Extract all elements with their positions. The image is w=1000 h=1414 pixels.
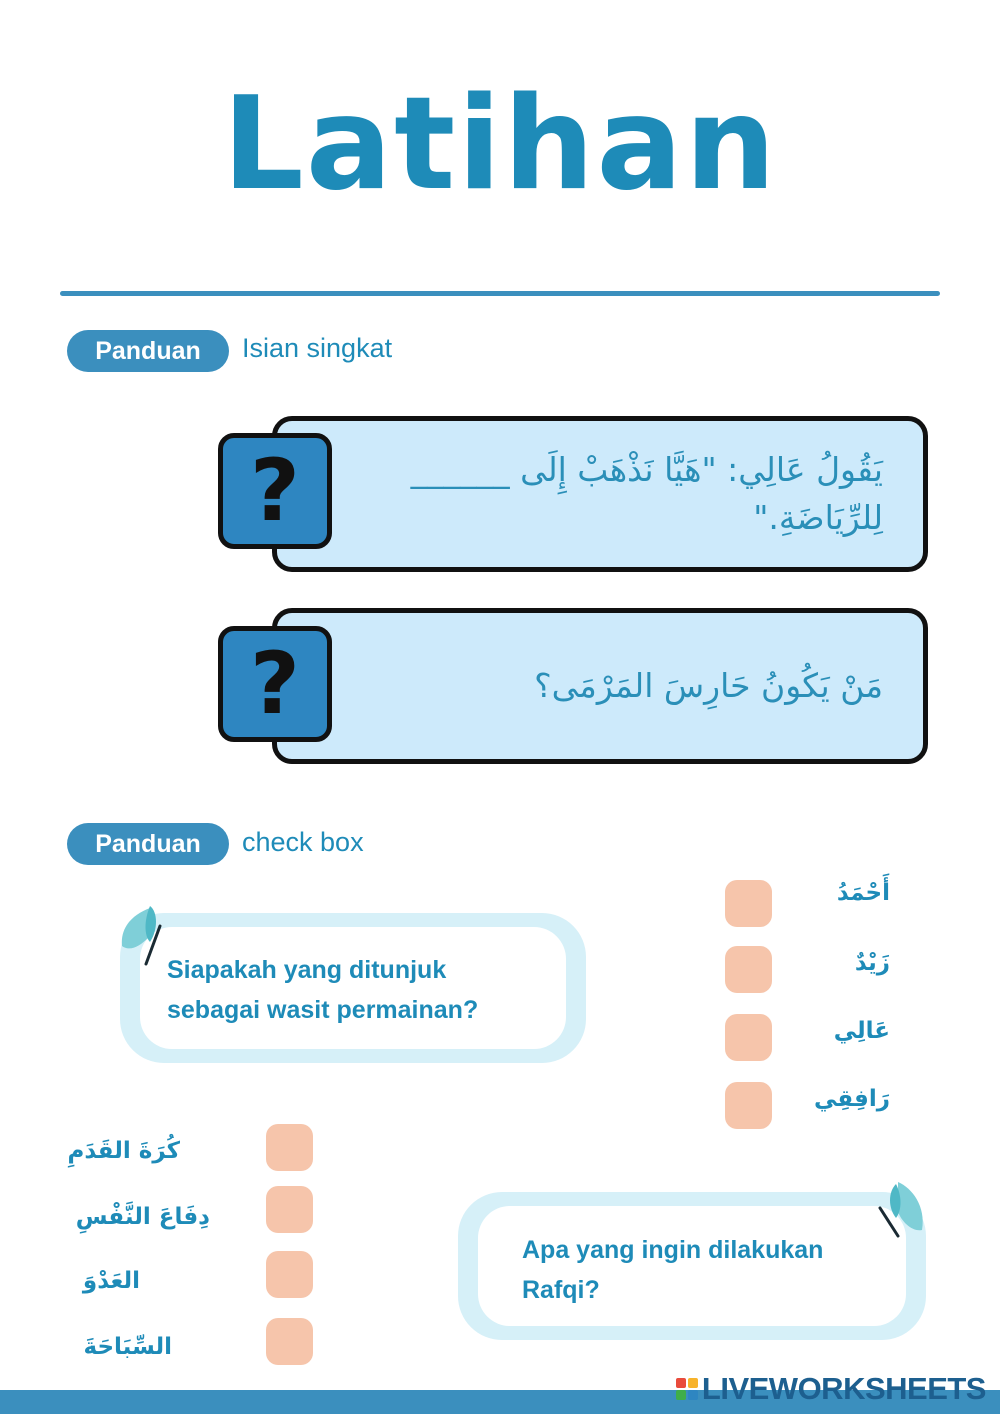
brand-name: LIVEWORKSHEETS xyxy=(701,1371,986,1406)
checkbox-question-1-line1: Siapakah yang ditunjuk xyxy=(167,956,447,984)
section2-label: Panduan xyxy=(67,823,229,865)
question-card-2[interactable] xyxy=(272,608,928,764)
section2-instruction: check box xyxy=(242,827,364,857)
liveworksheets-logo-icon xyxy=(676,1378,698,1400)
q2-option-2-label: دِفَاعَ النَّفْسِ xyxy=(75,1204,210,1230)
question-mark-icon xyxy=(218,433,332,549)
butterfly-icon xyxy=(872,1174,930,1246)
checkbox-q2-option-2[interactable] xyxy=(266,1186,313,1233)
checkbox-q2-option-4[interactable] xyxy=(266,1318,313,1365)
q1-option-1-label: أَحْمَدُ xyxy=(836,880,890,906)
checkbox-q1-option-2[interactable] xyxy=(725,946,772,993)
question-card-1[interactable] xyxy=(272,416,928,572)
checkbox-q2-option-3[interactable] xyxy=(266,1251,313,1298)
section1-instruction: Isian singkat xyxy=(242,333,393,363)
title-divider xyxy=(60,291,940,296)
question-2-text: مَنْ يَكُونُ حَارِسَ المَرْمَى؟ xyxy=(534,666,883,705)
question-bubble-1 xyxy=(120,913,586,1063)
brand-logo[interactable] xyxy=(676,1371,986,1407)
q2-option-3-label: العَدْوَ xyxy=(82,1268,140,1294)
checkbox-q2-option-1[interactable] xyxy=(266,1124,313,1171)
q1-option-4-label: رَافِقِي xyxy=(813,1086,890,1112)
question-2-mark: ? xyxy=(250,634,300,734)
page-title: Latihan xyxy=(222,70,778,219)
checkbox-question-2-line2: Rafqi? xyxy=(522,1276,600,1304)
checkbox-question-1-line2: sebagai wasit permainan? xyxy=(167,996,479,1024)
checkbox-question-2-line1: Apa yang ingin dilakukan xyxy=(522,1236,824,1264)
checkbox-q1-option-3[interactable] xyxy=(725,1014,772,1061)
question-mark-icon xyxy=(218,626,332,742)
question-1-text: يَقُولُ عَالِي: "هَيَّا نَذْهَبْ إِلَى ______ لِلرِّيَاضَةِ." xyxy=(410,450,883,537)
q1-option-3-label: عَالِي xyxy=(833,1018,890,1044)
q1-option-2-label: زَيْدٌ xyxy=(854,950,890,976)
checkbox-q1-option-4[interactable] xyxy=(725,1082,772,1129)
q2-option-1-label: كُرَةَ القَدَمِ xyxy=(67,1138,180,1164)
section1-label: Panduan xyxy=(67,330,229,372)
q2-option-4-label: السِّبَاحَةَ xyxy=(83,1334,172,1360)
question-1-mark: ? xyxy=(250,441,300,541)
question-bubble-2 xyxy=(458,1192,926,1340)
checkbox-q1-option-1[interactable] xyxy=(725,880,772,927)
butterfly-icon xyxy=(114,896,172,968)
